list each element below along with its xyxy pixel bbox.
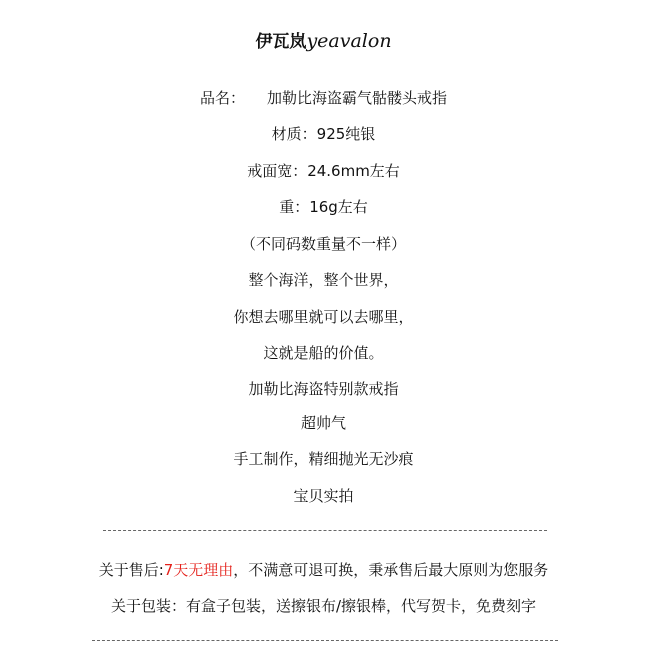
- description-line: 手工制作，精细抛光无沙痕: [233, 450, 414, 468]
- description-line: 加勒比海盗特别款戒指: [248, 380, 399, 398]
- description-line: 你想去哪里就可以去哪里，: [233, 308, 414, 326]
- description-line: 宝贝实拍: [293, 487, 354, 505]
- description-line: 这就是船的价值。: [263, 344, 384, 362]
- product-material: 材质：925纯银: [271, 125, 376, 143]
- after-sales-suffix: ，不满意可退可换，秉承售后最大原则为您服务: [233, 561, 549, 579]
- packaging-info: 关于包装：有盒子包装，送擦银布/擦银棒，代写贺卡，免费刻字: [110, 597, 537, 615]
- product-weight-note: （不同码数重量不一样）: [240, 235, 406, 253]
- product-name-line: [0, 88, 647, 108]
- brand-logo: [0, 30, 647, 53]
- after-sales-prefix: 关于售后:: [98, 561, 164, 579]
- product-weight: 重：16g左右: [279, 198, 368, 216]
- dashed-divider: [92, 640, 558, 641]
- brand-chinese-name: 伊瓦岚: [255, 32, 307, 52]
- description-line: 整个海洋，整个世界，: [248, 271, 399, 289]
- product-name-label: 品名：: [199, 89, 245, 107]
- after-sales-policy: [0, 560, 647, 580]
- dashed-divider: [103, 530, 547, 531]
- product-width: 戒面宽：24.6mm左右: [247, 162, 400, 180]
- after-sales-highlight: 7天无理由: [163, 561, 234, 579]
- product-name-value: 加勒比海盗霸气骷髅头戒指: [267, 89, 448, 107]
- description-line: 超帅气: [300, 414, 346, 432]
- brand-latin-name: yeavalon: [306, 30, 392, 52]
